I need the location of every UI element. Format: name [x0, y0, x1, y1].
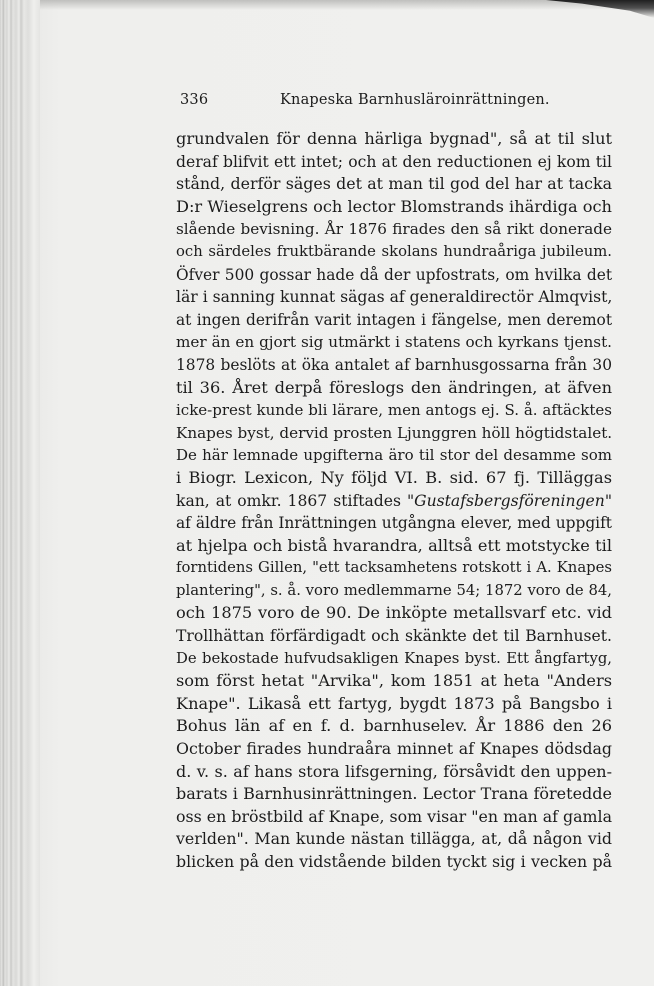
text-line: til 36. Året derpå föreslogs den ändringen, at äfven	[176, 377, 612, 397]
book-binding-edge	[0, 0, 40, 986]
society-name-italic: "Gustafsbergsföreningen"	[406, 491, 612, 510]
text-line: barats i Barnhusinrättningen. Lector Trana företedde	[176, 784, 612, 804]
text-line-part: kan, at omkr. 1867 stiftades	[176, 491, 407, 510]
text-line: i Biogr. Lexicon, Ny följd VI. B. sid. 67 fj. Tilläggas	[176, 467, 612, 487]
text-line: oss en bröstbild af Knape, som visar "en man af gamla	[176, 806, 612, 826]
text-line: forntidens Gillen, "ett tacksamhetens rotskott i A. Knapes	[176, 559, 612, 577]
text-line: October firades hundraåra minnet af Knapes dödsdag	[176, 739, 612, 759]
text-line: at hjelpa och bistå hvarandra, alltså ett motstycke til	[176, 535, 612, 555]
text-line: Knapes byst, dervid prosten Ljunggren höll högtidstalet.	[176, 423, 613, 442]
text-line: icke-prest kunde bli lärare, men antogs ej. S. å. aftäcktes	[176, 401, 612, 420]
text-line: Bohus län af en f. d. barnhuselev. År 1886 den 26	[176, 716, 612, 736]
page-number: 336	[180, 92, 209, 108]
text-line: mer än en gjort sig utmärkt i statens och kyrkans tjenst.	[176, 333, 612, 352]
text-line: af äldre från Inrättningen utgångna elever, med uppgift	[176, 514, 612, 533]
text-line: slående bevisning. År 1876 firades den så rikt donerade	[176, 220, 612, 239]
text-line: och särdeles fruktbärande skolans hundraåriga jubileum.	[176, 242, 612, 260]
text-line: d. v. s. af hans stora lifsgerning, försåvidt den uppen-	[176, 761, 612, 781]
text-line-mixed	[176, 490, 612, 513]
text-line: deraf blifvit ett intet; och at den reductionen ej kom til	[176, 152, 612, 171]
running-header	[180, 92, 550, 108]
text-line: at ingen derifrån varit intagen i fängelse, men deremot	[176, 310, 612, 329]
text-line: stånd, derför säges det at man til god del har at tacka	[176, 174, 612, 194]
text-line: grundvalen för denna härliga bygnad", så at til slut	[176, 129, 612, 148]
body-text	[176, 128, 612, 874]
text-line: verlden". Man kunde nästan tillägga, at, då någon vid	[176, 829, 612, 849]
text-line: D:r Wieselgrens och lector Blomstrands ihärdiga och	[176, 196, 612, 216]
text-line: 1878 beslöts at öka antalet af barnhusgossarna från 30	[176, 355, 612, 374]
text-line: lär i sanning kunnat sägas af generaldirectör Almqvist,	[176, 288, 613, 307]
text-line: De här lemnade upgifterna äro til stor del desamme som	[176, 446, 612, 465]
text-line: Trollhättan förfärdigadt och skänkte det til Barnhuset.	[176, 627, 612, 646]
text-line: som först hetat "Arvika", kom 1851 at heta "Anders	[176, 671, 612, 691]
text-line: Knape". Likaså ett fartyg, bygdt 1873 på Bangsbo i	[176, 693, 612, 713]
running-title: Knapeska Barnhusläroinrättningen.	[280, 92, 550, 108]
text-line: De bekostade hufvudsakligen Knapes byst. Ett ångfartyg,	[176, 649, 612, 667]
text-line: Öfver 500 gossar hade då der upfostrats, om hvilka det	[176, 265, 612, 284]
text-line: och 1875 voro de 90. De inköpte metallsvarf etc. vid	[176, 603, 612, 623]
text-line: plantering", s. å. voro medlemmarne 54; 1872 voro de 84,	[176, 581, 612, 599]
text-line: blicken på den vidstående bilden tyckt sig i vecken på	[176, 852, 612, 871]
